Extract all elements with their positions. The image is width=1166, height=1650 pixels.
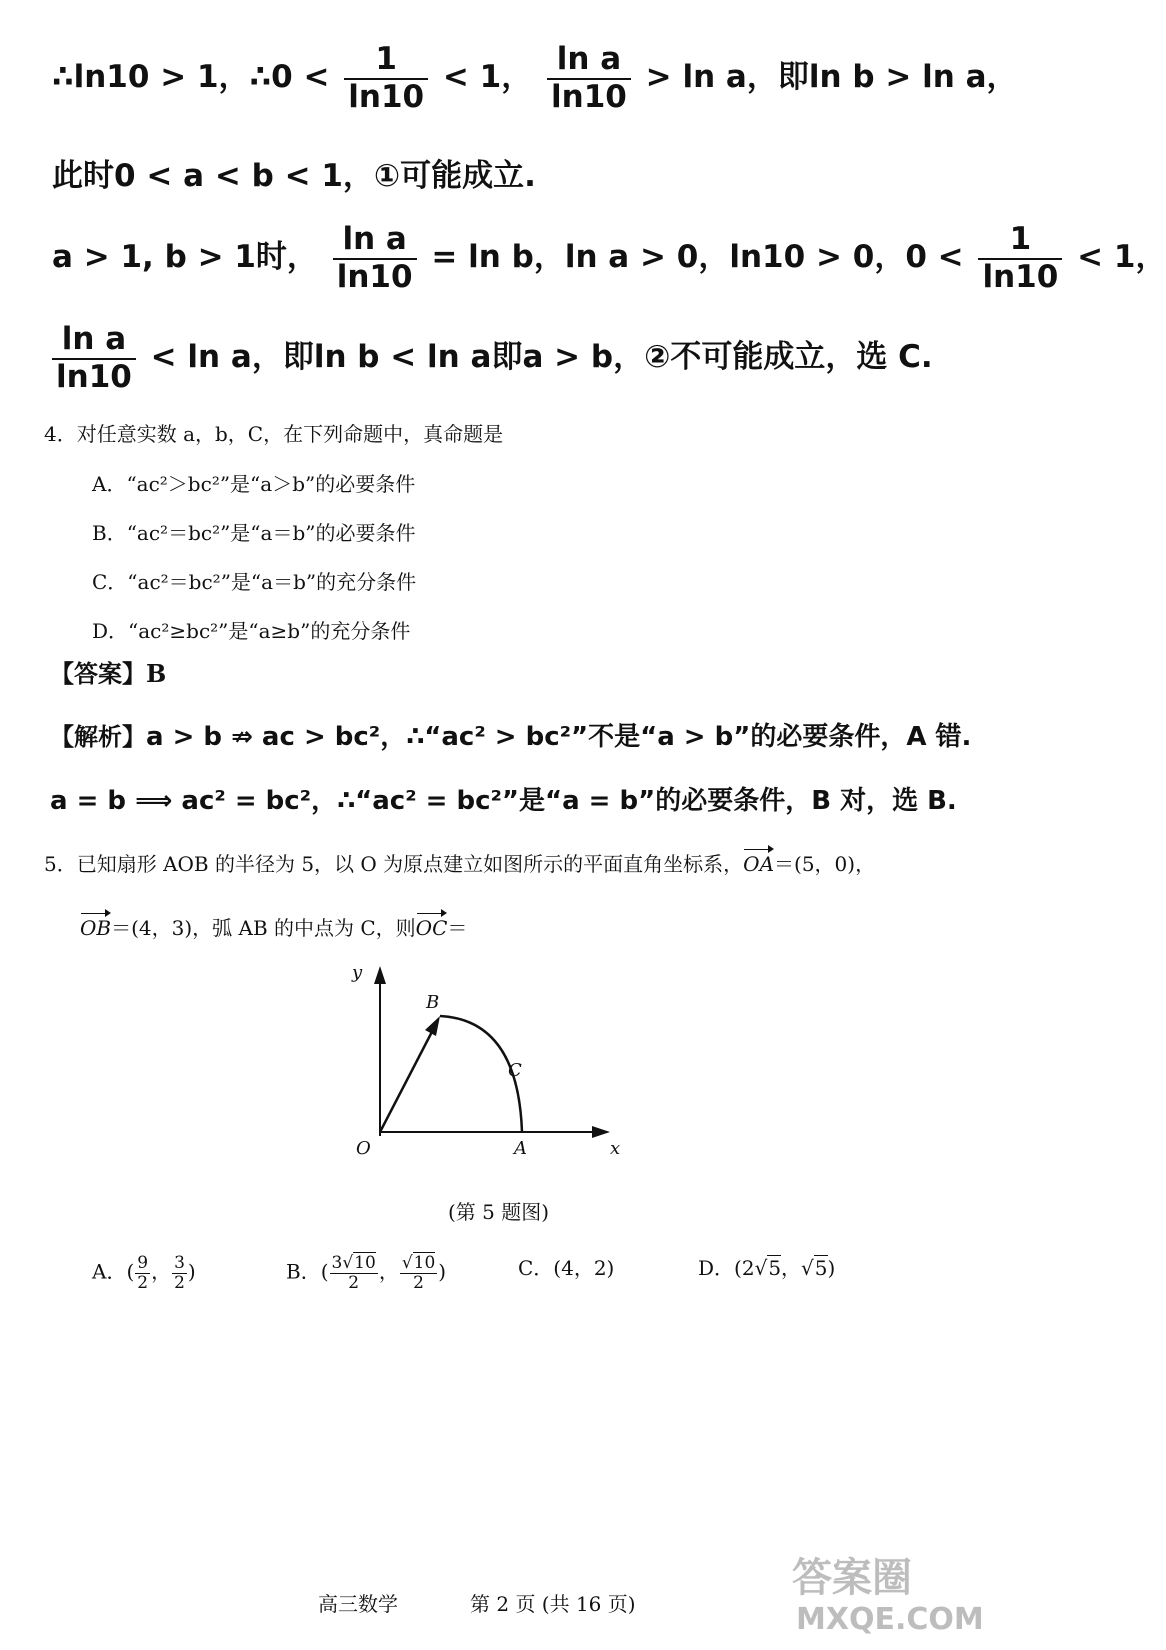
fraction	[547, 42, 631, 115]
text: ，	[781, 1256, 802, 1280]
radicand: 10	[354, 1253, 376, 1273]
footer-subject: 高三数学	[318, 1592, 398, 1616]
label-o: O	[356, 1138, 371, 1159]
question-5-stem-line-2	[80, 912, 467, 941]
text: ，	[151, 1259, 172, 1284]
solution-line-4	[48, 322, 933, 395]
numerator: ln a	[547, 42, 631, 80]
y-axis-arrow-icon	[374, 966, 386, 984]
label-a: A	[514, 1138, 527, 1159]
solution-line-3	[52, 222, 1166, 295]
watermark-site: MXQE.COM	[796, 1602, 984, 1637]
numerator: ln a	[333, 222, 417, 260]
denominator: 2	[137, 1272, 149, 1293]
numerator: 1	[978, 222, 1062, 260]
segment-ob	[380, 1024, 436, 1132]
fraction	[978, 222, 1062, 295]
fraction	[333, 222, 417, 295]
text: )	[187, 1259, 196, 1284]
denominator: 2	[413, 1272, 424, 1293]
label-y: y	[352, 962, 363, 983]
radicand: 10	[413, 1253, 436, 1273]
text: )	[827, 1256, 836, 1280]
denominator: ln10	[551, 78, 627, 115]
radicand: 5	[814, 1256, 828, 1280]
label-x: x	[610, 1138, 621, 1159]
numerator: ln a	[52, 322, 136, 360]
question-4-explanation-line-2: a = b ⟹ ac² = bc²，∴“ac² = bc²”是“a = b”的必要条件，B 对，选 B.	[50, 786, 957, 816]
text: ＝	[447, 916, 468, 940]
question-5-option-b	[286, 1254, 446, 1292]
question-5-option-d: D．(2√5，√5)	[698, 1256, 836, 1280]
numerator: 9	[137, 1253, 149, 1273]
text: ，	[378, 1259, 399, 1284]
text: < 1，	[1077, 239, 1166, 276]
denominator: ln10	[56, 358, 132, 395]
fraction	[135, 1254, 150, 1292]
denominator: ln10	[336, 258, 413, 295]
text: a > 1, b > 1时，	[52, 239, 318, 276]
denominator: ln10	[348, 78, 425, 115]
fraction	[52, 322, 136, 395]
sector-figure	[340, 958, 640, 1172]
numerator: 3√10	[331, 1253, 376, 1273]
question-4-option-a: A．“ac²＞bc²”是“a＞b”的必要条件	[92, 472, 416, 496]
text: = ln b，ln a > 0，ln10 > 0，0 <	[431, 239, 964, 276]
x-axis-arrow-icon	[592, 1126, 610, 1138]
answer-value: B	[146, 659, 167, 688]
fraction	[330, 1254, 378, 1292]
question-4-option-c: C．“ac²＝bc²”是“a＝b”的充分条件	[92, 570, 417, 594]
denominator: 2	[174, 1272, 185, 1293]
vector-oc: OC	[415, 916, 448, 940]
question-5-option-c: C．(4，2)	[518, 1256, 615, 1280]
numerator: 1	[344, 42, 428, 80]
watermark-logo: 答案圈	[792, 1555, 912, 1601]
solution-line-1	[52, 42, 1018, 115]
text: 5．已知扇形 AOB 的半径为 5，以 O 为原点建立如图所示的平面直角坐标系，	[44, 852, 744, 876]
vector-ob: OB	[80, 916, 112, 940]
text: < 1，	[442, 59, 533, 96]
fraction	[344, 42, 428, 115]
explanation-text: a > b ⇏ ac > bc²，∴“ac² > bc²”不是“a > b”的必要条件，A 错.	[146, 722, 972, 752]
text: < ln a，即ln b < ln a即a > b，②不可能成立，选 C.	[150, 339, 933, 376]
text: > ln a，即ln b > ln a，	[645, 59, 1018, 96]
denominator: 2	[348, 1272, 360, 1293]
text: )	[438, 1259, 447, 1284]
denominator: ln10	[982, 258, 1059, 295]
solution-line-2: 此时0 < a < b < 1，①可能成立.	[52, 158, 536, 194]
question-4-stem: 4．对任意实数 a，b，C，在下列命题中，真命题是	[44, 422, 504, 446]
label-c: C	[508, 1060, 522, 1081]
numerator: √10	[401, 1253, 436, 1273]
text: B．(	[286, 1259, 329, 1284]
explanation-label: 【解析】	[50, 723, 146, 751]
question-4-option-d: D．“ac²≥bc²”是“a≥b”的充分条件	[92, 619, 411, 643]
numerator: 3	[174, 1253, 185, 1273]
coefficient: 3	[331, 1253, 343, 1273]
ob-arrowhead-icon	[425, 1016, 440, 1036]
question-4-explanation-line-1	[50, 716, 971, 753]
question-4-answer	[50, 654, 166, 689]
fraction	[172, 1254, 187, 1292]
sector-diagram	[340, 958, 640, 1168]
answer-label: 【答案】	[50, 660, 146, 688]
question-4-option-b: B．“ac²＝bc²”是“a＝b”的必要条件	[92, 521, 416, 545]
text: ＝(5，0)，	[774, 852, 876, 876]
text: A．(	[92, 1259, 135, 1284]
text: D．(2	[698, 1256, 755, 1280]
question-5-option-a	[92, 1254, 196, 1292]
question-5-stem-line-1	[44, 848, 875, 877]
radicand: 5	[768, 1256, 782, 1280]
figure-caption: (第 5 题图)	[448, 1200, 550, 1224]
label-b: B	[426, 992, 440, 1013]
fraction	[400, 1254, 437, 1292]
text: ∴ln10 > 1，∴0 <	[52, 59, 330, 96]
text: ＝(4，3)，弧 AB 的中点为 C，则	[111, 916, 416, 940]
footer-page-number: 第 2 页 (共 16 页)	[470, 1592, 636, 1616]
vector-oa: OA	[743, 852, 775, 876]
